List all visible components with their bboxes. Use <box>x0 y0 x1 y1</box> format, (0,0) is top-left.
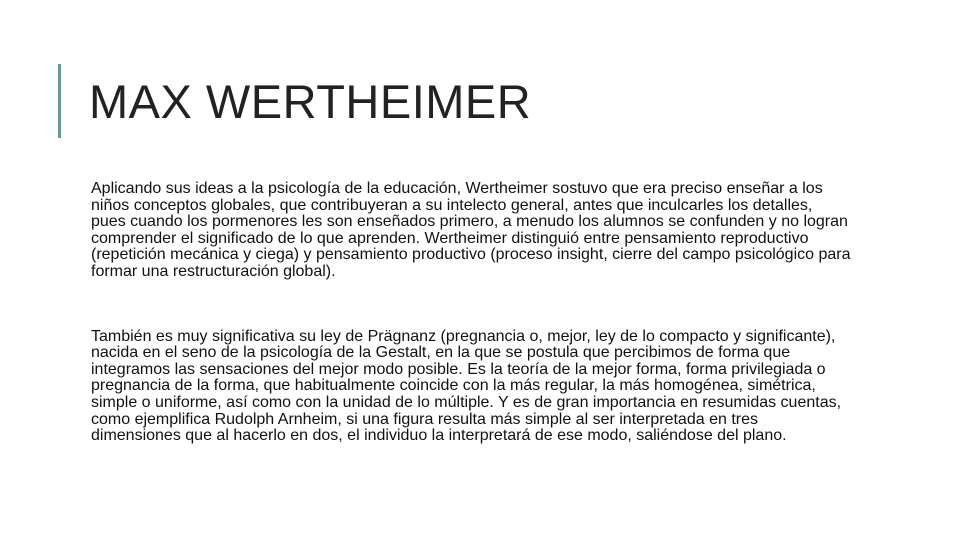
title-accent-bar <box>58 64 61 138</box>
slide-title: MAX WERTHEIMER <box>89 75 532 128</box>
paragraph-pragnanz: También es muy significativa su ley de Prägnanz (pregnancia o, mejor, ley de lo compacto y significante), nacida en el seno de la psicología de la Gestalt, en la que se postula que percibimos de forma que integramos las sensaciones del mejor modo posible. Es la teoría de la mejor forma, forma privilegiada o pregnancia de la forma, que habitualmente coincide con la más regular, la más homogénea, simétrica, simple o uniforme, así como con la unidad de lo múltiple. Y es de gran importancia en resumidas cuentas, como ejemplifica Rudolph Arnheim, si una figura resulta más simple al ser interpretada en tres dimensiones que al hacerlo en dos, el individuo la interpretará de ese modo, saliéndose del plano. <box>91 327 842 445</box>
slide-body <box>91 181 851 445</box>
paragraph-education: Aplicando sus ideas a la psicología de la educación, Wertheimer sostuvo que era preciso enseñar a los niños conceptos globales, que contribuyeran a su intelecto general, antes que inculcarles los detalles, pues cuando los pormenores les son enseñados primero, a menudo los alumnos se confunden y no logran comprender el significado de lo que aprenden. Wertheimer distinguió entre pensamiento reproductivo (repetición mecánica y ciega) y pensamiento productivo (proceso insight, cierre del campo psicológico para formar una restructuración global). <box>91 180 851 280</box>
